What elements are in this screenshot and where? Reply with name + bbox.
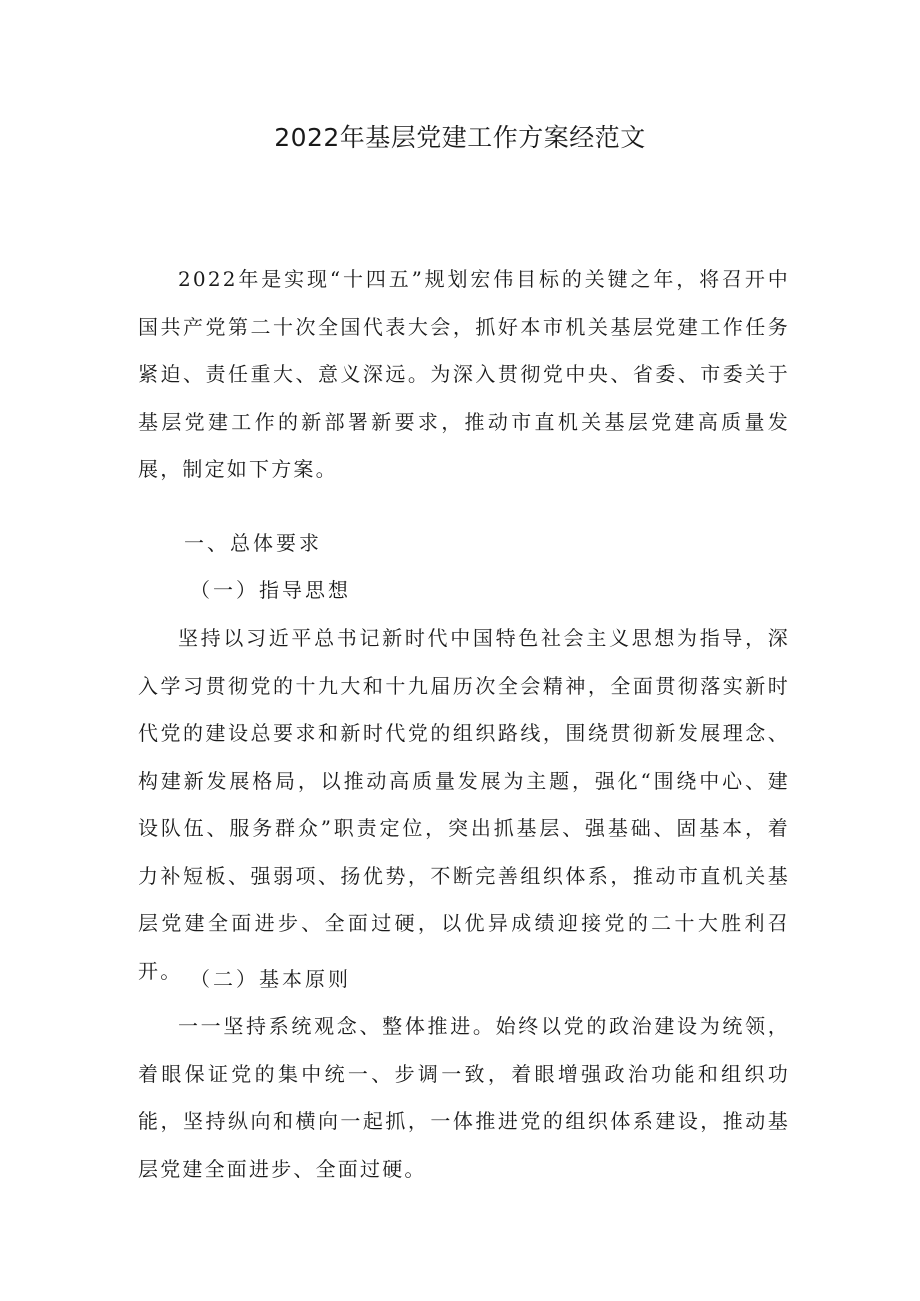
- subsection-heading-guiding-ideology: （一）指导思想: [190, 578, 351, 602]
- guiding-ideology-paragraph: 坚持以习近平总书记新时代中国特色社会主义思想为指导，深入学习贯彻党的十九大和十九届历次全会精神，全面贯彻落实新时代党的建设总要求和新时代党的组织路线，围绕贯彻新发展理念、构建新发展格局，以推动高质量发展为主题，强化“围绕中心、建设队伍、服务群众”职责定位，突出抓基层、强基础、固基本，着力补短板、强弱项、扬优势，不断完善组织体系，推动市直机关基层党建全面进步、全面过硬，以优异成绩迎接党的二十大胜利召开。: [138, 626, 790, 983]
- document-title: 2022年基层党建工作方案经范文: [274, 123, 646, 152]
- basic-principles-paragraph: 一一坚持系统观念、整体推进。始终以党的政治建设为统领，着眼保证党的集中统一、步调一致，着眼增强政治功能和组织功能，坚持纵向和横向一起抓，一体推进党的组织体系建设，推动基层党建全面进步、全面过硬。: [138, 1014, 790, 1181]
- section-heading-overall-requirements: 一、总体要求: [184, 531, 322, 555]
- subsection-heading-basic-principles: （二）基本原则: [190, 967, 351, 991]
- intro-paragraph: 2022年是实现“十四五”规划宏伟目标的关键之年，将召开中国共产党第二十次全国代表大会，抓好本市机关基层党建工作任务紧迫、责任重大、意义深远。为深入贯彻党中央、省委、市委关于基层党建工作的新部署新要求，推动市直机关基层党建高质量发展，制定如下方案。: [138, 267, 790, 481]
